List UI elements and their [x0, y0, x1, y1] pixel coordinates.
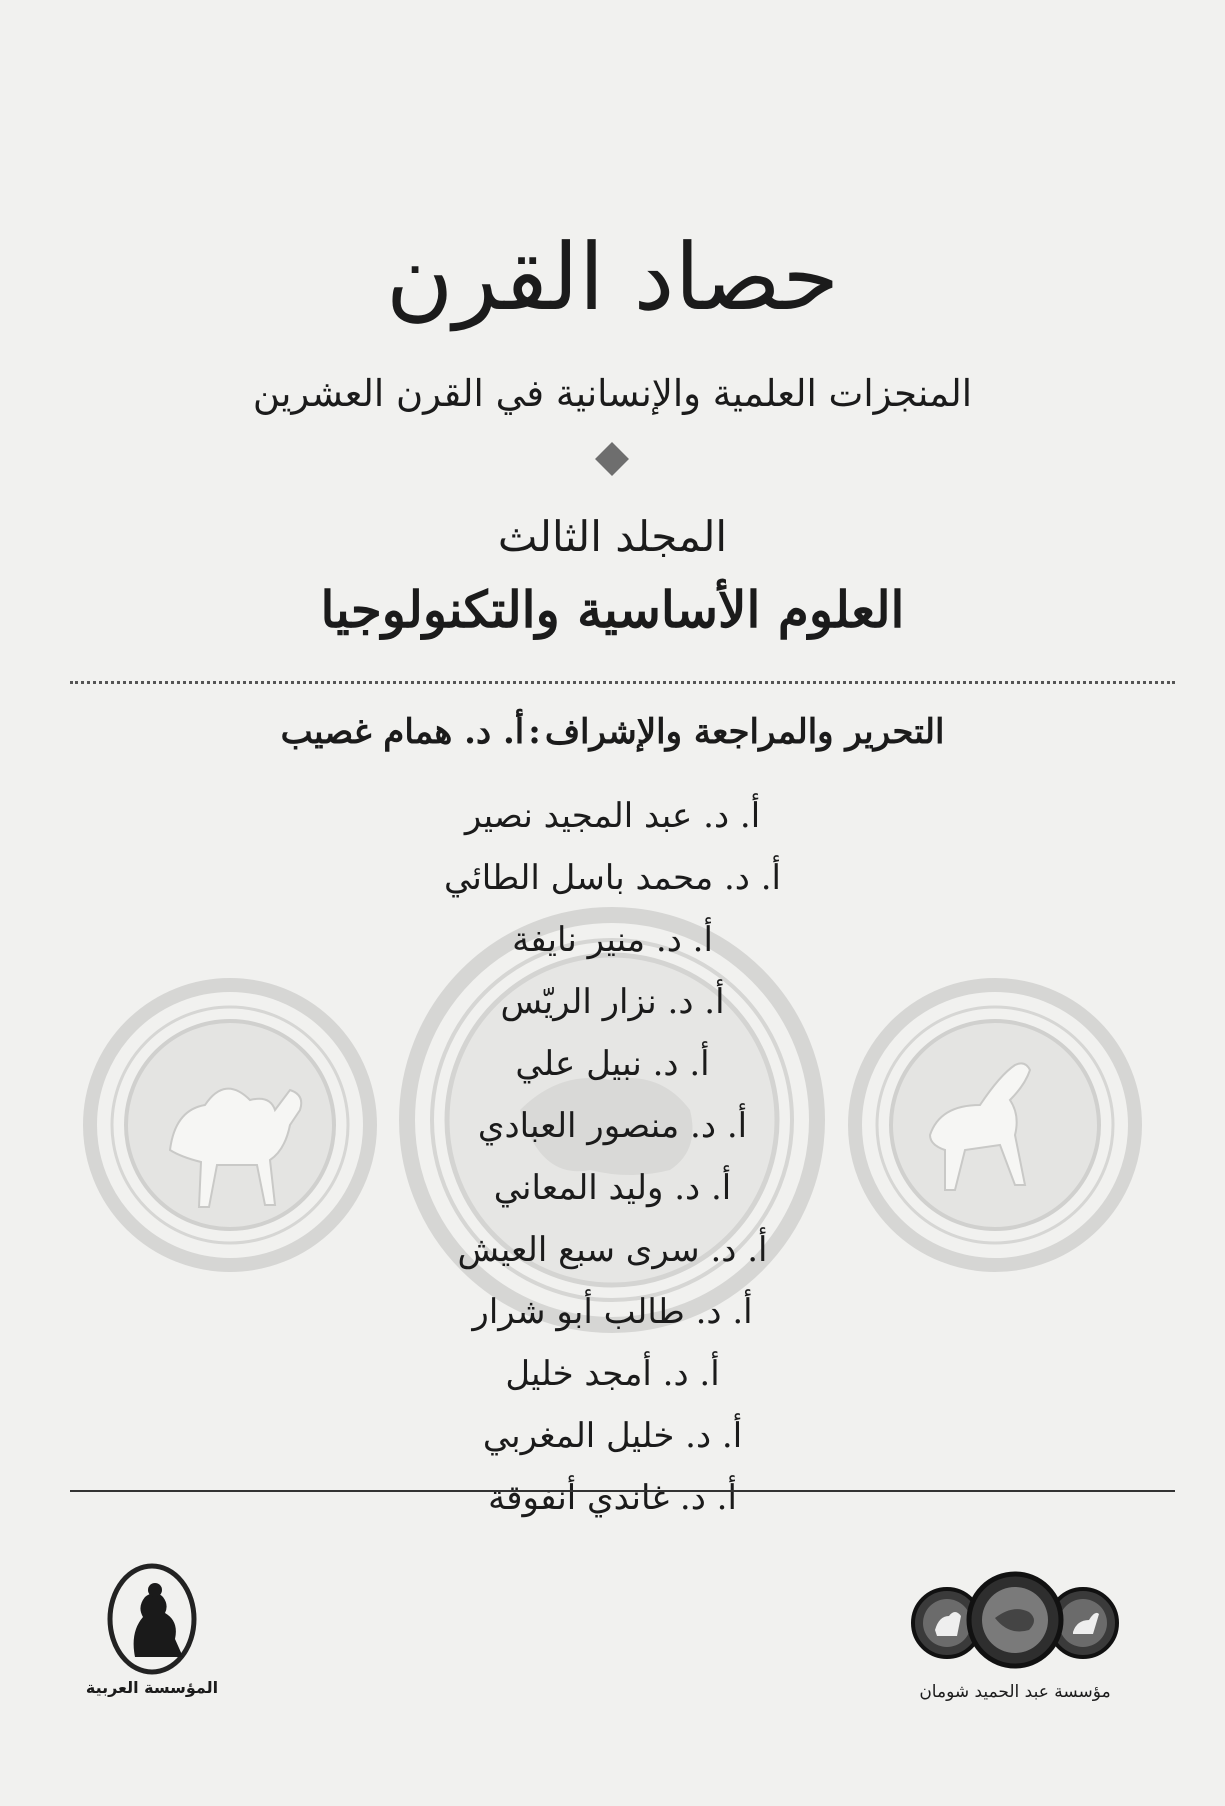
book-subtitle: المنجزات العلمية والإنسانية في القرن العشرين — [252, 372, 973, 415]
contributor-item: أ. د. منصور العبادي — [477, 1106, 748, 1146]
editor-name: أ. د. همام غصيب — [280, 712, 525, 752]
editor-line — [0, 712, 1225, 752]
book-title: حصاد القرن — [385, 224, 840, 331]
dotted-divider — [70, 681, 1175, 684]
contributor-item: أ. د. أمجد خليل — [505, 1354, 720, 1394]
publisher-right-name: مؤسسة عبد الحميد شومان — [919, 1682, 1111, 1702]
volume-title: العلوم الأساسية والتكنولوجيا — [320, 580, 905, 639]
contributor-item: أ. د. نبيل علي — [515, 1044, 710, 1084]
contributors-list — [0, 785, 1225, 1529]
publisher-left-name: المؤسسة العربية — [85, 1678, 219, 1697]
three-medallion-logo-icon — [905, 1568, 1125, 1673]
volume-label: المجلد الثالث — [497, 512, 728, 561]
contributor-item: أ. د. غاندي أنفوقة — [488, 1478, 737, 1518]
contributor-item: أ. د. محمد باسل الطائي — [443, 858, 781, 898]
editor-role: التحرير والمراجعة والإشراف — [544, 712, 945, 752]
editor-separator: : — [528, 712, 541, 752]
bottom-divider — [70, 1490, 1175, 1492]
contributor-item: أ. د. عبد المجيد نصير — [464, 796, 761, 836]
contributor-item: أ. د. سرى سبع العيش — [457, 1230, 768, 1270]
contributor-item: أ. د. منير نايفة — [512, 920, 713, 960]
contributor-item: أ. د. نزار الريّس — [500, 982, 725, 1022]
knight-logo-icon — [105, 1562, 200, 1677]
contributor-item: أ. د. طالب أبو شرار — [472, 1292, 753, 1332]
contributor-item: أ. د. خليل المغربي — [482, 1416, 743, 1456]
contributor-item: أ. د. وليد المعاني — [493, 1168, 732, 1208]
